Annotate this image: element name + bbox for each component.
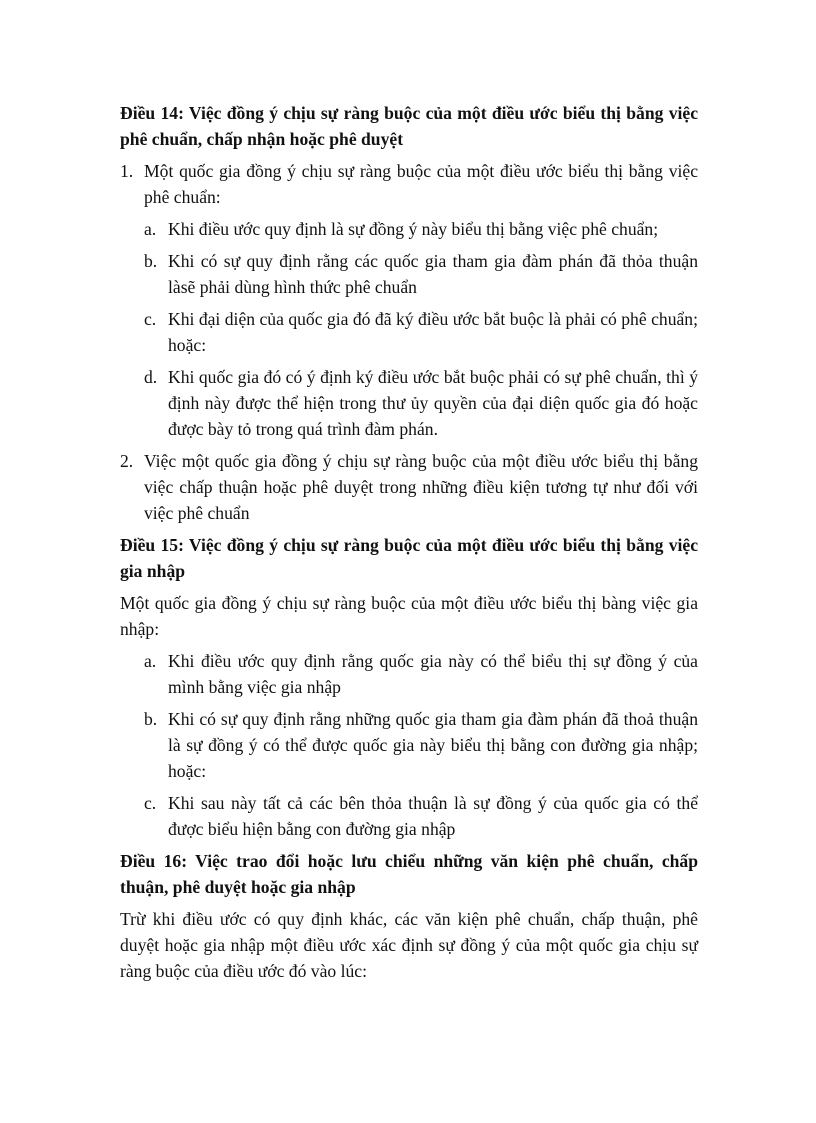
sub-item-letter: c. — [144, 309, 157, 329]
sub-item-text: Khi có sự quy định rằng những quốc gia tham gia đàm phán đã thoả thuận là sự đồng ý có thể được quốc gia này biểu thị bằng con đường gia nhập; hoặc: — [168, 709, 698, 781]
sub-item-letter: b. — [144, 251, 158, 271]
list-item — [120, 448, 698, 526]
sub-item — [144, 790, 698, 842]
sub-item — [144, 248, 698, 300]
sub-item — [144, 706, 698, 784]
sub-item — [144, 306, 698, 358]
article-16-intro: Trừ khi điều ước có quy định khác, các văn kiện phê chuẩn, chấp thuận, phê duyệt hoặc gia nhập một điều ước xác định sự đồng ý của một quốc gia chịu sự ràng buộc của điều ước đó vào lúc: — [120, 909, 698, 981]
item-number: 1. — [120, 161, 134, 181]
list-item — [120, 158, 698, 210]
sub-item-letter: d. — [144, 367, 158, 387]
item-number: 2. — [120, 451, 134, 471]
sub-item — [144, 648, 698, 700]
sub-item-text: Khi sau này tất cả các bên thỏa thuận là sự đồng ý của quốc gia có thể được biểu hiện bằng con đường gia nhập — [168, 793, 698, 839]
sub-item-letter: a. — [144, 219, 157, 239]
sub-item-text: Khi điều ước quy định là sự đồng ý này biểu thị bằng việc phê chuẩn; — [168, 219, 659, 239]
document-page — [120, 100, 698, 990]
sub-item-text: Khi có sự quy định rằng các quốc gia tham gia đàm phán đã thỏa thuận làsẽ phải dùng hình thức phê chuẩn — [168, 251, 698, 297]
item-text: Việc một quốc gia đồng ý chịu sự ràng buộc của một điều ước biểu thị bằng việc chấp thuận hoặc phê duyệt trong những điều kiện tương tự như đối với việc phê chuẩn — [144, 451, 698, 523]
sub-item-letter: b. — [144, 709, 158, 729]
article-15-heading: Điều 15: Việc đồng ý chịu sự ràng buộc của một điều ước biểu thị bằng việc gia nhập — [120, 535, 698, 581]
article-16-heading: Điều 16: Việc trao đổi hoặc lưu chiểu những văn kiện phê chuẩn, chấp thuận, phê duyệt hoặc gia nhập — [120, 851, 698, 897]
sub-item — [144, 216, 698, 242]
item-text: Một quốc gia đồng ý chịu sự ràng buộc của một điều ước biểu thị bằng việc phê chuẩn: — [144, 161, 698, 207]
sub-item-letter: a. — [144, 651, 157, 671]
article-14-heading: Điều 14: Việc đồng ý chịu sự ràng buộc của một điều ước biểu thị bằng việc phê chuẩn, chấp nhận hoặc phê duyệt — [120, 103, 698, 149]
sub-item-letter: c. — [144, 793, 157, 813]
sub-item-text: Khi điều ước quy định rằng quốc gia này có thể biểu thị sự đồng ý của mình bằng việc gia nhập — [168, 651, 698, 697]
sub-item-text: Khi đại diện của quốc gia đó đã ký điều ước bắt buộc là phải có phê chuẩn; hoặc: — [168, 309, 698, 355]
sub-item-text: Khi quốc gia đó có ý định ký điều ước bắt buộc phải có sự phê chuẩn, thì ý định này được thể hiện trong thư ủy quyền của đại diện quốc gia đó hoặc được bày tỏ trong quá trình đàm phán. — [168, 367, 698, 439]
sub-item — [144, 364, 698, 442]
article-15-intro: Một quốc gia đồng ý chịu sự ràng buộc của một điều ước biểu thị bàng việc gia nhập: — [120, 593, 698, 639]
